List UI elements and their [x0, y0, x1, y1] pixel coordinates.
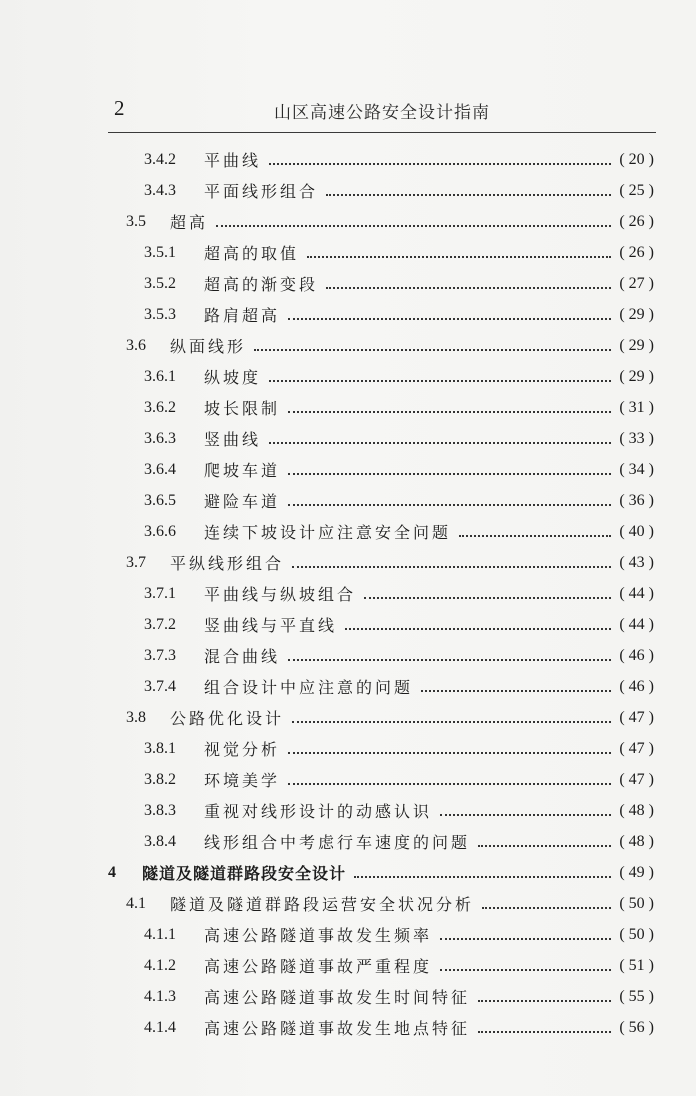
dot-leader: [288, 783, 611, 785]
toc-entry-page: ( 48 ): [619, 832, 654, 850]
toc-entry-page: ( 47 ): [619, 770, 654, 788]
dot-leader: [326, 287, 611, 289]
dot-leader: [307, 256, 611, 258]
dot-leader: [288, 318, 611, 320]
toc-entry-number: 3.5.3: [144, 305, 176, 323]
toc-entry: [0, 826, 696, 857]
toc-entry-number: 3.4.2: [144, 150, 176, 168]
running-title: 山区高速公路安全设计指南: [274, 103, 490, 123]
dot-leader: [482, 907, 611, 909]
toc-entry-title: 高速公路隧道事故发生时间特征: [204, 988, 471, 1007]
toc-entry-number: 3.8.3: [144, 801, 176, 819]
toc-entry-title: 避险车道: [204, 492, 281, 511]
toc-entry-page: ( 20 ): [619, 150, 654, 168]
toc-entry-page: ( 33 ): [619, 429, 654, 447]
toc-entry-page: ( 36 ): [619, 491, 654, 509]
dot-leader: [326, 194, 611, 196]
toc-entry-page: ( 34 ): [619, 460, 654, 478]
toc-entry-number: 3.4.3: [144, 181, 176, 199]
toc-entry-title: 平纵线形组合: [170, 554, 285, 573]
toc-entry-number: 4: [108, 863, 116, 881]
toc-entry-title: 公路优化设计: [170, 709, 285, 728]
dot-leader: [364, 597, 611, 599]
toc-entry-title: 重视对线形设计的动感认识: [204, 802, 433, 821]
toc-entry-page: ( 26 ): [619, 212, 654, 230]
dot-leader: [269, 380, 611, 382]
toc-entry: [0, 888, 696, 919]
toc-entry-number: 3.6: [126, 336, 146, 354]
toc-entry-page: ( 29 ): [619, 367, 654, 385]
dot-leader: [288, 473, 611, 475]
toc-entry-number: 3.7.3: [144, 646, 176, 664]
toc-entry-number: 3.8: [126, 708, 146, 726]
dot-leader: [254, 349, 611, 351]
toc-entry-page: ( 47 ): [619, 708, 654, 726]
toc-entry: [0, 671, 696, 702]
toc-entry-page: ( 29 ): [619, 305, 654, 323]
toc-entry: [0, 547, 696, 578]
toc-entry-title: 线形组合中考虑行车速度的问题: [204, 833, 471, 852]
toc-entry: [0, 516, 696, 547]
toc-entry-page: ( 47 ): [619, 739, 654, 757]
toc-entry-number: 3.6.5: [144, 491, 176, 509]
toc-entry-page: ( 48 ): [619, 801, 654, 819]
toc-entry-title: 超高: [170, 213, 209, 232]
toc-entry-page: ( 46 ): [619, 646, 654, 664]
toc-entry: [0, 857, 696, 888]
toc-entry: [0, 485, 696, 516]
toc-entry: [0, 175, 696, 206]
toc-entry-page: ( 56 ): [619, 1018, 654, 1036]
toc-entry-title: 路肩超高: [204, 306, 281, 325]
toc-entry: [0, 237, 696, 268]
toc-entry: [0, 454, 696, 485]
toc-entry: [0, 764, 696, 795]
toc-entry-number: 3.6.4: [144, 460, 176, 478]
toc-entry-number: 4.1.4: [144, 1018, 176, 1036]
dot-leader: [216, 225, 611, 227]
toc-entry-page: ( 44 ): [619, 584, 654, 602]
toc-entry-title: 爬坡车道: [204, 461, 281, 480]
toc-entry-title: 环境美学: [204, 771, 281, 790]
dot-leader: [288, 659, 611, 661]
toc-entry-title: 超高的取值: [204, 244, 300, 263]
toc-entry-title: 混合曲线: [204, 647, 281, 666]
toc-entry: [0, 702, 696, 733]
toc-entry-number: 4.1.1: [144, 925, 176, 943]
toc-entry-number: 3.5.2: [144, 274, 176, 292]
toc-entry-number: 4.1.2: [144, 956, 176, 974]
toc-entry-number: 3.6.1: [144, 367, 176, 385]
toc-entry-number: 3.8.4: [144, 832, 176, 850]
toc-entry-title: 平曲线与纵坡组合: [204, 585, 357, 604]
toc-entry-title: 隧道及隧道群路段运营安全状况分析: [170, 895, 475, 914]
toc-entry: [0, 361, 696, 392]
toc-entry: [0, 640, 696, 671]
dot-leader: [440, 938, 611, 940]
toc-entry: [0, 206, 696, 237]
header-rule: [108, 132, 656, 133]
toc-entry: [0, 330, 696, 361]
toc-entry-title: 纵面线形: [170, 337, 247, 356]
dot-leader: [354, 876, 611, 878]
dot-leader: [292, 566, 611, 568]
dot-leader: [292, 721, 611, 723]
dot-leader: [478, 1000, 611, 1002]
toc-entry-title: 高速公路隧道事故发生频率: [204, 926, 433, 945]
toc-entry-title: 纵坡度: [204, 368, 262, 387]
toc-entry-number: 3.6.2: [144, 398, 176, 416]
toc-entry-number: 3.7.4: [144, 677, 176, 695]
dot-leader: [478, 1031, 611, 1033]
toc-entry-title: 平面线形组合: [204, 182, 319, 201]
toc-entry-number: 3.6.3: [144, 429, 176, 447]
toc-entry: [0, 950, 696, 981]
toc-entry-number: 3.6.6: [144, 522, 176, 540]
page-number: 2: [114, 96, 125, 120]
toc-entry-page: ( 50 ): [619, 894, 654, 912]
toc-entry-title: 连续下坡设计应注意安全问题: [204, 523, 452, 542]
toc-entry-page: ( 51 ): [619, 956, 654, 974]
toc-entry: [0, 268, 696, 299]
toc-entry-page: ( 27 ): [619, 274, 654, 292]
toc-entry-number: 4.1.3: [144, 987, 176, 1005]
toc-entry: [0, 578, 696, 609]
toc-entry: [0, 392, 696, 423]
dot-leader: [269, 163, 611, 165]
toc-entry-page: ( 26 ): [619, 243, 654, 261]
toc-entry: [0, 919, 696, 950]
toc-entry: [0, 795, 696, 826]
toc-entry-number: 3.8.2: [144, 770, 176, 788]
dot-leader: [269, 442, 611, 444]
toc-entry-title: 高速公路隧道事故严重程度: [204, 957, 433, 976]
dot-leader: [478, 845, 611, 847]
toc-entry-page: ( 31 ): [619, 398, 654, 416]
toc-entry-page: ( 50 ): [619, 925, 654, 943]
dot-leader: [288, 752, 611, 754]
toc-entry-page: ( 46 ): [619, 677, 654, 695]
toc-entry-title: 竖曲线: [204, 430, 262, 449]
toc-entry-title: 竖曲线与平直线: [204, 616, 338, 635]
toc-entry-page: ( 29 ): [619, 336, 654, 354]
dot-leader: [459, 535, 611, 537]
toc-entry-number: 3.5: [126, 212, 146, 230]
toc-entry: [0, 981, 696, 1012]
dot-leader: [288, 504, 611, 506]
dot-leader: [421, 690, 611, 692]
toc-entry-title: 平曲线: [204, 151, 262, 170]
page-header: [108, 96, 656, 130]
dot-leader: [288, 411, 611, 413]
toc-entry-page: ( 25 ): [619, 181, 654, 199]
dot-leader: [345, 628, 611, 630]
toc-entry-number: 3.7.1: [144, 584, 176, 602]
toc-entry-page: ( 55 ): [619, 987, 654, 1005]
toc-entry: [0, 609, 696, 640]
toc-entry: [0, 423, 696, 454]
toc-entry-page: ( 43 ): [619, 553, 654, 571]
toc-entry-title: 高速公路隧道事故发生地点特征: [204, 1019, 471, 1038]
toc-entry-title: 视觉分析: [204, 740, 281, 759]
toc-entry-page: ( 44 ): [619, 615, 654, 633]
dot-leader: [440, 814, 611, 816]
toc-entry-title: 超高的渐变段: [204, 275, 319, 294]
toc-entry-number: 4.1: [126, 894, 146, 912]
toc-entry-number: 3.8.1: [144, 739, 176, 757]
dot-leader: [440, 969, 611, 971]
toc-entry-title: 隧道及隧道群路段安全设计: [142, 864, 347, 883]
toc-entry-title: 坡长限制: [204, 399, 281, 418]
toc-entry-number: 3.5.1: [144, 243, 176, 261]
table-of-contents: [0, 144, 696, 1043]
toc-entry-number: 3.7.2: [144, 615, 176, 633]
toc-entry: [0, 299, 696, 330]
toc-entry: [0, 144, 696, 175]
toc-entry-page: ( 49 ): [619, 863, 654, 881]
toc-entry: [0, 733, 696, 764]
toc-entry: [0, 1012, 696, 1043]
toc-entry-number: 3.7: [126, 553, 146, 571]
toc-entry-title: 组合设计中应注意的问题: [204, 678, 414, 697]
toc-entry-page: ( 40 ): [619, 522, 654, 540]
